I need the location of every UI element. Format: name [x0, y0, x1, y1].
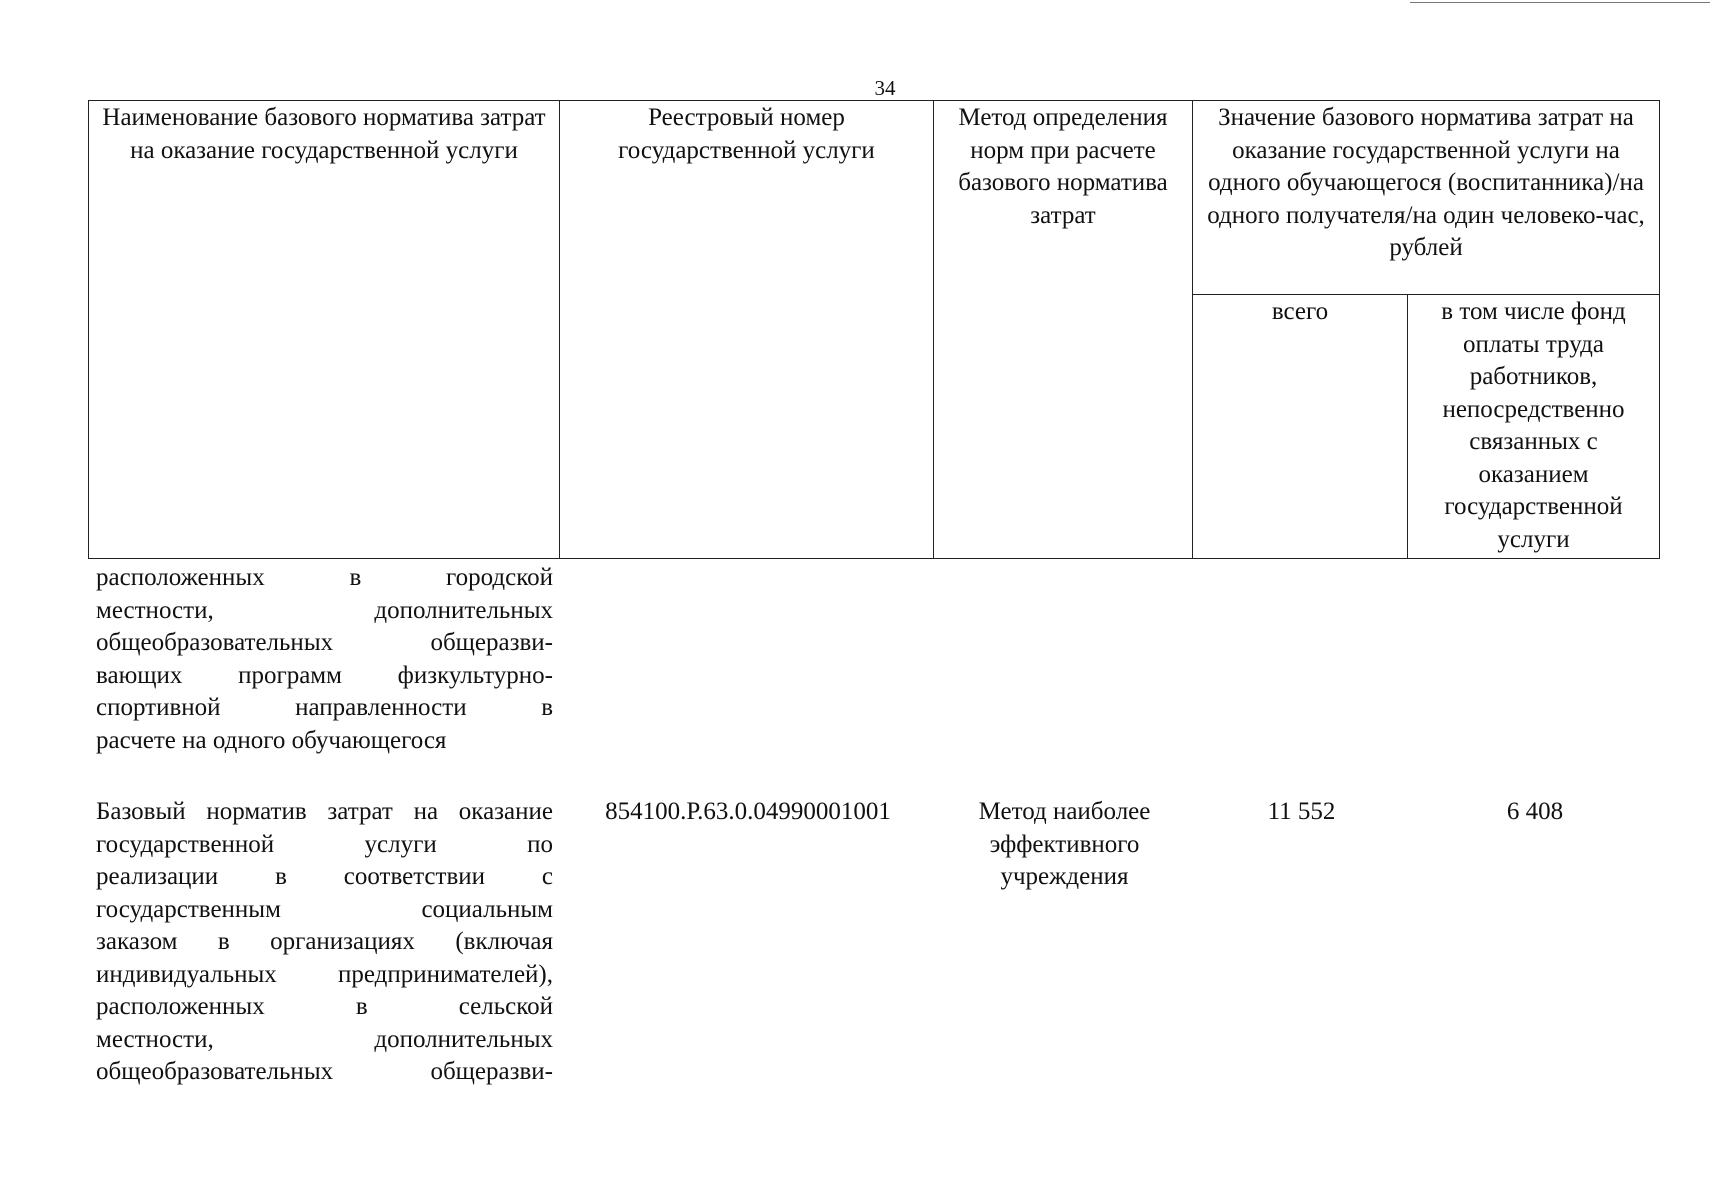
row2-method-line: Метод наиболее [978, 798, 1151, 825]
header-col-total: всего [1193, 295, 1408, 559]
row2-name-line: Базовый норматив затрат на оказание [96, 798, 553, 825]
row1-name-line: спортивной направленности в [96, 694, 553, 721]
row2-method-line: учреждения [1000, 863, 1129, 890]
header-col-value: Значение базового норматива затрат на оказание государственной услуги на одного обучающегося (воспитанника)/на одного получателя/на один человеко-час, рублей [1193, 101, 1660, 295]
row2-name-line: расположенных в сельской [96, 993, 553, 1020]
scan-edge-line [1410, 2, 1710, 3]
row1-name-line: общеобразовательных общеразви- [96, 629, 553, 656]
row2-payroll-value: 6 408 [1506, 798, 1564, 825]
row1-name-line: расчете на одного обучающегося [96, 726, 447, 754]
header-col-method: Метод определения норм при расчете базового норматива затрат [934, 101, 1193, 559]
row1-name-line: вающих программ физкультурно- [96, 661, 553, 689]
row2-method-line: эффективного [989, 830, 1140, 858]
header-col-payroll: в том числе фонд оплаты труда работников, непосредственно связанных с оказанием государственной услуги [1408, 295, 1660, 559]
row2-name-line: местности, дополнительных [96, 1025, 553, 1053]
header-col-registry: Реестровый номер государственной услуги [560, 101, 934, 559]
row2-registry-number: 854100.Р.63.0.04990001001 [605, 798, 891, 825]
header-table [88, 100, 1660, 559]
page-number: 34 [874, 76, 896, 100]
row2-name-line: индивидуальных предпринимателей), [96, 960, 553, 988]
row1-name-line: местности, дополнительных [96, 596, 553, 624]
row2-name-line: государственным социальным [96, 895, 553, 923]
row2-total-value: 11 552 [1267, 798, 1336, 825]
header-col-name: Наименование базового норматива затрат на оказание государственной услуги [89, 101, 560, 559]
row2-name-line: реализации в соответствии с [96, 863, 553, 890]
row1-name-line: расположенных в городской [96, 564, 553, 591]
row2-name-line: государственной услуги по [96, 830, 553, 858]
row2-name-line: общеобразовательных общеразви- [96, 1058, 553, 1085]
row2-name-line: заказом в организациях (включая [96, 928, 553, 955]
